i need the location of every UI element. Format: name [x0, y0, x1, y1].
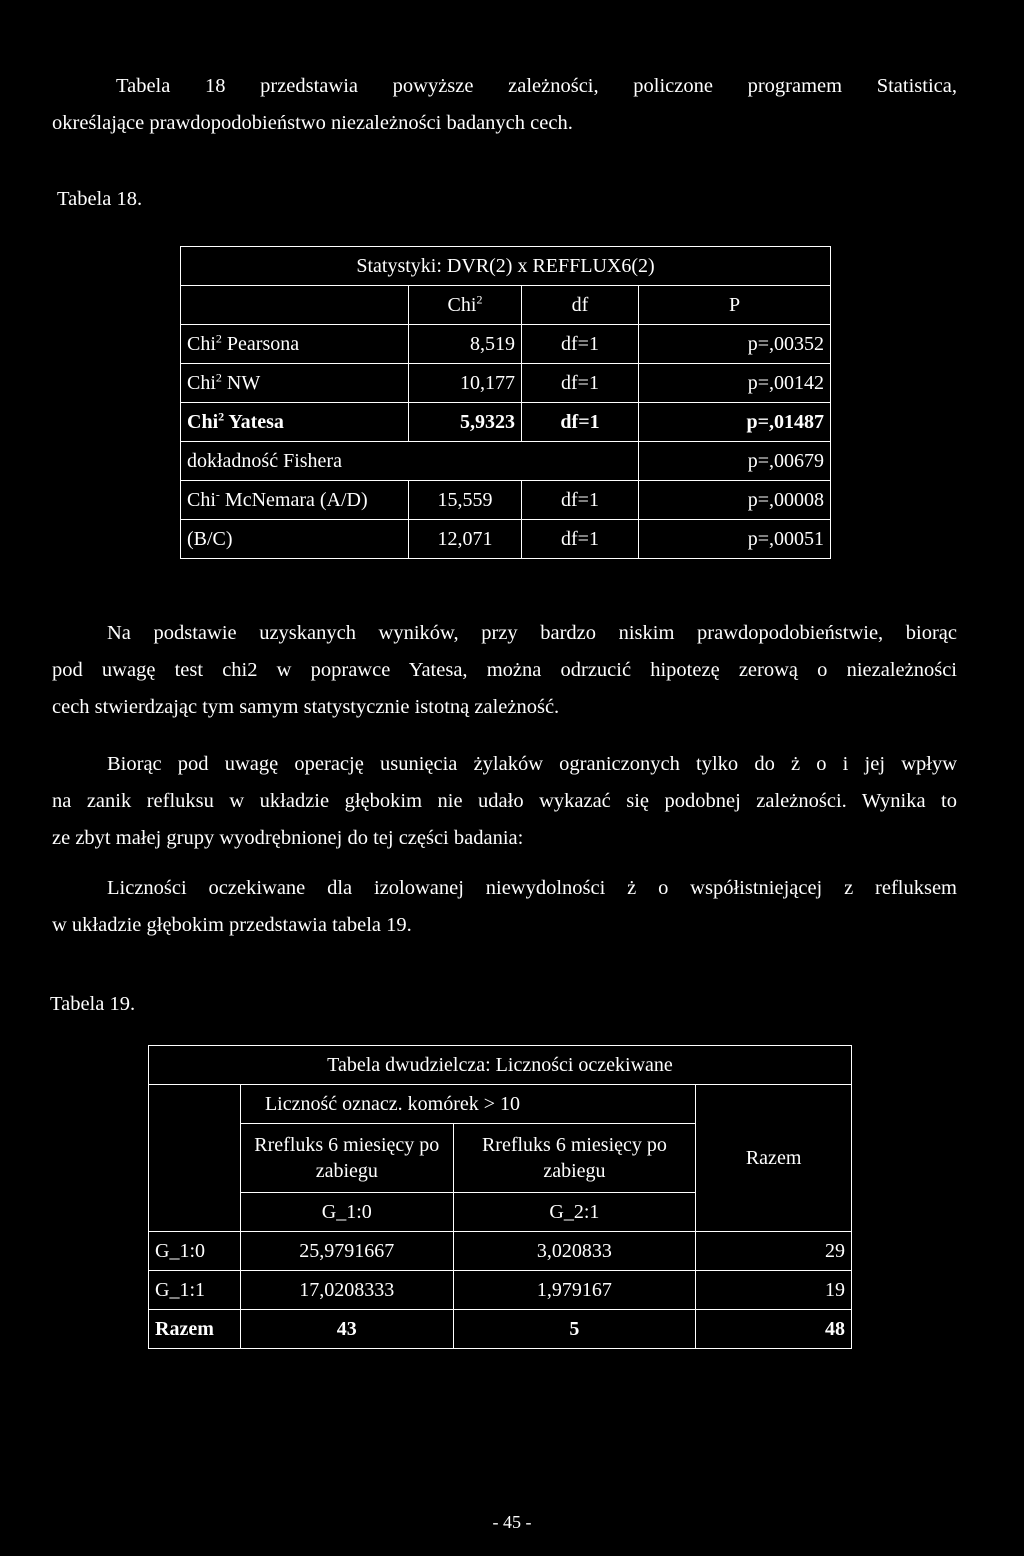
text-line: cech stwierdzając tym samym statystycznie istotną zależność. — [52, 696, 560, 718]
table-row — [149, 1310, 852, 1349]
table18-caption: Tabela 18. — [57, 188, 143, 210]
table-row — [181, 364, 831, 403]
paragraph-operation — [52, 746, 957, 857]
text-line: ze zbyt małej grupy wyodrębnionej do tej części badania: — [52, 827, 524, 849]
row-label: Chi$^2$ Pearsona — [181, 325, 409, 364]
intro-paragraph — [52, 68, 957, 142]
chi-value: 5,9323 — [409, 403, 522, 442]
table-row — [181, 520, 831, 559]
table-row — [149, 1085, 852, 1124]
row-label: Chi$^2$ Yatesa — [181, 403, 409, 442]
p-value: p=,00051 — [639, 520, 831, 559]
cell-value: 43 — [240, 1310, 453, 1349]
row-label: Chi$^2$ NW — [181, 364, 409, 403]
intro-line-1: Tabela 18 przedstawia powyższe zależności, policzone programem Statistica, — [116, 75, 957, 97]
chi-value: 15,559 — [409, 481, 522, 520]
table-row — [149, 1046, 852, 1085]
intro-line-2: określające prawdopodobieństwo niezależności badanych cech. — [52, 112, 573, 134]
page-number: - 45 - — [492, 1512, 532, 1532]
p-value: p=,00142 — [639, 364, 831, 403]
cell-total: 48 — [696, 1310, 852, 1349]
cell-value: 25,9791667 — [240, 1232, 453, 1271]
row-label: G_1:0 — [149, 1232, 241, 1271]
table-row — [181, 442, 831, 481]
table19-group-1: G_1:0 — [240, 1193, 453, 1232]
table19-title: Tabela dwudzielcza: Liczności oczekiwane — [149, 1046, 852, 1085]
table19-col-total: Razem — [696, 1085, 852, 1232]
table-row — [181, 247, 831, 286]
table-row — [149, 1232, 852, 1271]
text-line: Liczności oczekiwane dla izolowanej niewydolności ż o współistniejącej z refluksem — [107, 877, 957, 899]
df-value: df=1 — [522, 403, 639, 442]
cell-value: 5 — [453, 1310, 696, 1349]
df-value: df=1 — [522, 481, 639, 520]
cell-value: 17,0208333 — [240, 1271, 453, 1310]
cell-value: 3,020833 — [453, 1232, 696, 1271]
table19-caption: Tabela 19. — [50, 993, 136, 1015]
table-row — [181, 286, 831, 325]
table19-group-2: G_2:1 — [453, 1193, 696, 1232]
table-cell — [149, 1085, 241, 1232]
df-value: df=1 — [522, 520, 639, 559]
table18-header-chi: Chi$^2$ — [409, 286, 522, 325]
row-label: G_1:1 — [149, 1271, 241, 1310]
table-row — [181, 325, 831, 364]
table19-col-1: Rrefluks 6 miesięcy po zabiegu — [240, 1124, 453, 1193]
table-row — [181, 403, 831, 442]
df-value: df=1 — [522, 325, 639, 364]
row-label: Razem — [149, 1310, 241, 1349]
table-19 — [148, 1045, 852, 1349]
paragraph-table19-intro — [52, 870, 957, 944]
cell-value: 1,979167 — [453, 1271, 696, 1310]
cell-total: 19 — [696, 1271, 852, 1310]
text-line: na zanik refluksu w układzie głębokim nie udało wykazać się podobnej zależności. Wynika to — [52, 790, 957, 812]
row-label: (B/C) — [181, 520, 409, 559]
chi-value: 10,177 — [409, 364, 522, 403]
cell-total: 29 — [696, 1232, 852, 1271]
text-line: w układzie głębokim przedstawia tabela 19. — [52, 914, 412, 936]
table-row — [149, 1271, 852, 1310]
text-line: Biorąc pod uwagę operację usunięcia żylaków ograniczonych tylko do ż o i jej wpływ — [107, 753, 957, 775]
table-cell — [181, 286, 409, 325]
row-label: Chi- McNemara (A/D) — [181, 481, 409, 520]
p-value: p=,00352 — [639, 325, 831, 364]
table-row — [181, 481, 831, 520]
table18-title: Statystyki: DVR(2) x REFFLUX6(2) — [181, 247, 831, 286]
row-label: dokładność Fishera — [181, 442, 639, 481]
p-value: p=,00679 — [639, 442, 831, 481]
table19-subtitle: Liczność oznacz. komórek > 10 — [240, 1085, 695, 1124]
p-value: p=,00008 — [639, 481, 831, 520]
paragraph-results — [52, 615, 957, 726]
df-value: df=1 — [522, 364, 639, 403]
chi-value: 12,071 — [409, 520, 522, 559]
table19-col-2: Rrefluks 6 miesięcy po zabiegu — [453, 1124, 696, 1193]
table18-header-p: P — [639, 286, 831, 325]
table18-header-df: df — [522, 286, 639, 325]
text-line: pod uwagę test chi2 w poprawce Yatesa, można odrzucić hipotezę zerową o niezależności — [52, 659, 957, 681]
p-value: p=,01487 — [639, 403, 831, 442]
table-18 — [180, 246, 831, 559]
text-line: Na podstawie uzyskanych wyników, przy bardzo niskim prawdopodobieństwie, biorąc — [107, 622, 957, 644]
chi-value: 8,519 — [409, 325, 522, 364]
